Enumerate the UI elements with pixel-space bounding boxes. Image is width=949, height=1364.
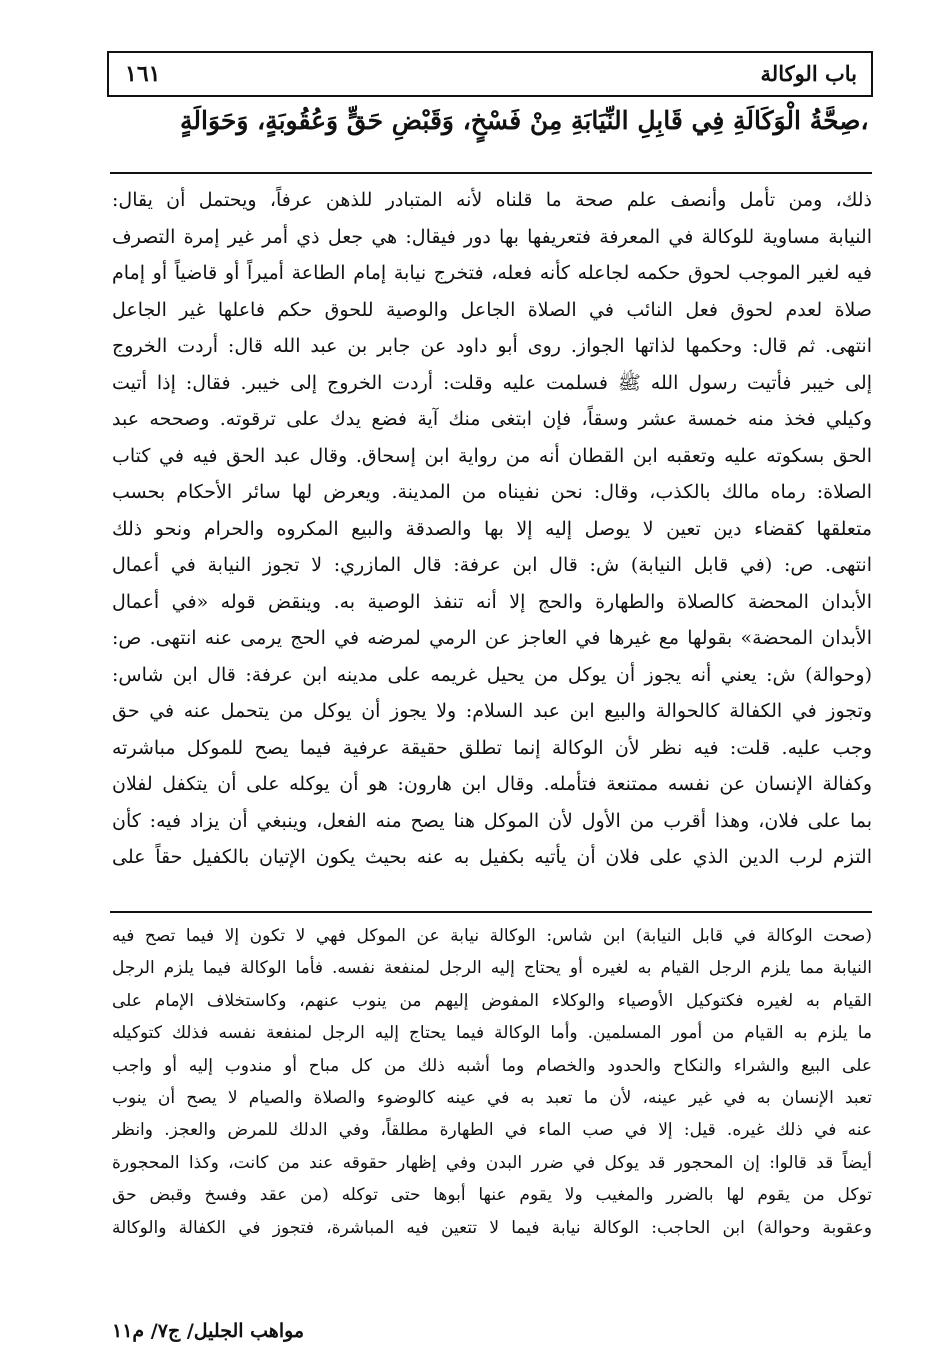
footnote-text [112,920,872,1244]
matn-heading: صِحَّةُ الْوَكَالَةِ فِي قَابِلِ النِّيَابَةِ مِنْ فَسْخٍ، وَقَبْضِ حَقٍّ وَعُقُوبَةٍ، وَحَوَالَةٍ، [180,106,869,135]
text-line: الأبدان المحضة» بقولها مع غيرها في العاجز عن الرمي لمرضه في الحج يرمى عنه انتهى. ص: [112,627,872,649]
page-number: ١٦١ [125,61,161,87]
footnote-divider [110,911,872,913]
text-line: بما على فلان، وهذا أقرب من الأول لأن الموكل هنا يصح منه الفعل، وينبغي أن يزاد فيه: كأن [112,809,872,832]
text-line: (وحوالة) ش: يعني أنه يجوز أن يوكل من يحيل غريمه على مدينه ابن عرفة: قال ابن شاس: [112,663,872,686]
text-line: إلى خيبر فأتيت رسول الله ﷺ فسلمت عليه وقلت: أردت الخروج إلى خيبر. فقال: إذا أتيت [112,371,872,394]
text-line: فيه لغير الموجب لحوق حكمه لجاعله كأنه فعله، فتخرج نيابة إمام الطاعة أميراً أو قاضياً أو إمام [112,262,872,284]
page-header [107,51,873,97]
footnote-line: وعقوبة وحوالة) ابن الحاجب: الوكالة نيابة فيما لا تتعين فيه المباشرة، فتجوز في الكفالة والوكالة [112,1217,872,1238]
text-line: الأبدان المحضة كالصلاة والطهارة والحج إلا أنه تنفذ الوصية به. وينقض قوله «في أعمال [112,590,872,613]
text-line: وجب عليه. قلت: فيه نظر لأن الوكالة إنما تطلق حقيقة عرفية فيما يصح للموكل مباشرته [112,736,872,759]
text-line: صلاة لعدم لحوق فعل النائب في الصلاة الجاعل والوصية للحوق حكم فاعلها غير الجاعل [112,298,872,321]
footnote-line: النيابة مما يلزم الرجل القيام به لغيره أو يحتاج إليه الرجل لمنفعة نفسه. فأما الوكالة فيما يلزم الرجل [112,958,872,979]
text-line: انتهى. ثم قال: وحكمها لذاتها الجواز. روى أبو داود عن جابر بن عبد الله قال: أردت الخروج [112,335,872,357]
text-line: الصلاة: رماه مالك بالكذب، وقال: نحن نفيناه من المدينة. ويعرض لها سائر الأحكام بحسب [112,481,872,503]
footnote-line: توكل من يقوم لها بالضرر والمغيب ولا يقوم عنها أبوها حتى توكله (من عقد وفسخ وقبض حق [112,1185,872,1206]
text-line: النيابة مساوية للوكالة في المعرفة فتعريفها بها دور فيقال: هي جعل ذي أمر غير إمرة التصرف [112,225,872,248]
text-line: وكفالة الإنسان عن نفسه ممتنعة فتأمله. وقال ابن هارون: هو أن يوكله على أن يتكفل لفلان [112,773,872,795]
footnote-line: تعبد الإنسان به في غير عينه، لأن ما تعبد به في عينه كالوضوء والصلاة والصيام لا يصح أن ينوب [112,1087,872,1108]
text-line: انتهى. ص: (في قابل النيابة) ش: قال ابن عرفة: قال المازري: لا تجوز النيابة في أعمال [112,554,872,576]
text-line: متعلقها كقضاء دين تعين لا يوصل إليه إلا بها والصدقة والبيع المكروه والحرام ونحو ذلك [112,517,872,540]
top-divider [110,172,872,174]
footnote-line: عنه في ذلك غيره. قيل: إلا في صب الماء في الطهارة مطلقاً، وفي الدلك للمرض والعجز. وانظر [112,1120,872,1141]
text-line: التزم لرب الدين الذي على فلان أن يأتيه بكفيل به عنه بحيث يكون الإتيان بالكفيل حقاً على [112,846,872,868]
footnote-line: (صحت الوكالة في قابل النيابة) ابن شاس: الوكالة نيابة عن الموكل فهي لا تكون إلا فيما تصح فيه [112,926,872,946]
chapter-title: باب الوكالة [760,61,857,86]
footnote-line: أيضاً قد قالوا: إن المحجور قد يوكل في ضرر البدن وفي إظهار حقوقه عند من كانت، وكذا المحجورة [112,1152,872,1173]
commentary-text [112,182,872,876]
footnote-line: على البيع والشراء والنكاح والحدود والخصام وما أشبه ذلك من كل مباح أو مندوب إليه أو واجب [112,1055,872,1076]
text-line: وتجوز في الكفالة كالحوالة والبيع ابن عبد السلام: ولا يجوز أن يوكل من يتحمل عنه في حق [112,700,872,722]
footnote-line: ما يلزم به القيام من أمور المسلمين. وأما الوكالة فيما يحتاج إليه الرجل لمنفعة نفسه فذلك كتوكيله [112,1023,872,1044]
volume-signature: مواهب الجليل/ ج٧/ م١١ [112,1320,305,1342]
footnote-line: القيام به لغيره فكتوكيل الأوصياء والوكلاء المفوض إليهم من ينوب عنهم، وكاستخلاف الإمام على [112,990,872,1011]
text-line: ذلك، ومن تأمل وأنصف علم صحة ما قلناه لأنه المتبادر للذهن عرفاً، ويحتمل أن يقال: [112,189,872,211]
text-line: وكيلي فخذ منه خمسة عشر وسقاً، فإن ابتغى منك آية فضع يدك على ترقوته. وصححه عبد [112,408,872,430]
text-line: الحق بسكوته عليه وتعقبه ابن القطان أنه من رواية ابن إسحاق. وقال عبد الحق فيه في كتاب [112,444,872,467]
